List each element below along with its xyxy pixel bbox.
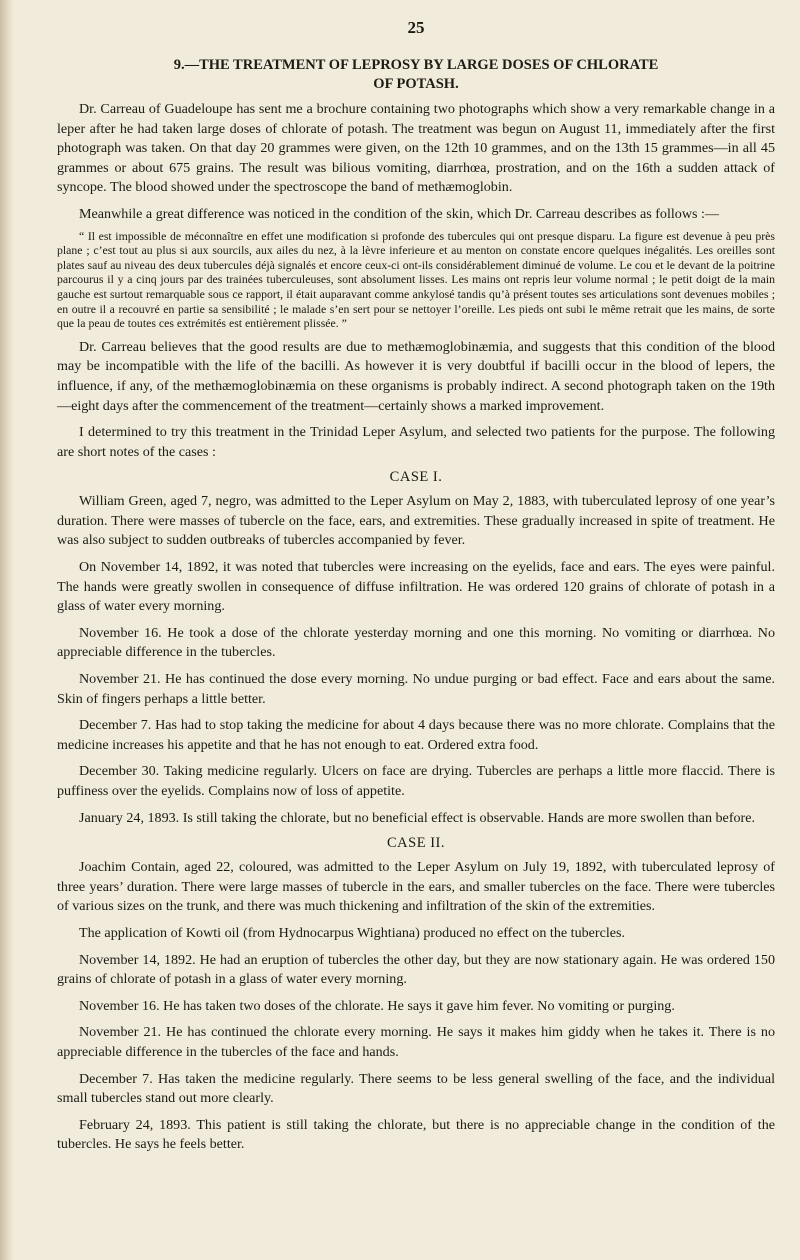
case-1-paragraph: December 30. Taking medicine regularly. Ulcers on face are drying. Tubercles are perhaps a little more flaccid. There is puffiness over the eyelids. Complains now of loss of appetite. [57,763,775,799]
paragraph-intro-2: Meanwhile a great difference was noticed in the condition of the skin, which Dr. Carreau describes as follows :— [79,205,720,222]
case-1-paragraph: November 21. He has continued the dose every morning. No undue purging or bad effect. Face and ears about the same. Skin of fingers perhaps a little better. [57,671,775,707]
paragraph-intro-1: Dr. Carreau of Guadeloupe has sent me a brochure containing two photographs which show a very remarkable change in a leper after he had taken large doses of chlorate of potash. The treatment was begun on August 11, immediately after the first photograph was taken. On that day 20 grammes were given, on the 12th 10 grammes, and on the 13th 15 grammes—in all 45 grammes or about 675 grains. The result was bilious vomiting, diarrhœa, prostration, and on the 16th a sudden attack of syncope. The blood showed under the spectroscope the band of methæmoglobin. [57,101,775,196]
case-2-paragraph: The application of Kowti oil (from Hydnocarpus Wightiana) produced no effect on the tubercles. [79,924,626,941]
french-quotation: “ Il est impossible de méconnaître en effet une modification si profonde des tubercules qui ont presque disparu. La figure est devenue à peu près plane ; c’est tout au plus si aux sourcils, aux ailes du nez, à la lèvre inferieure et au menton on constate encore quelques inégalités. Les oreilles sont plates sauf au niveau des deux tubercules déjà signalés et encore ceux-ci ont-ils considérablement diminué de volume. Le cou et le devant de la poitrine parcourus il y a cinq jours par des trainées tuberculeuses, sont absolument lisses. Les mains ont repris leur volume normal ; le petit doigt de la main gauche est surtout remarquable sous ce rapport, il était auparavant comme ankylosé tandis qu’à présent toutes ses articulations sont devenues mobiles ; en outre il a recouvré en partie sa sensibilité ; le malade s’en sert pour se nettoyer l’oreille. Les pieds ont subi le même retrait que les mains, de sorte que la peau de toutes ces extrémités est entièrement plissée. ” [57,228,775,331]
section-title-line-2: OF POTASH. [373,76,459,92]
case-2-paragraph: November 21. He has continued the chlorate every morning. He says it makes him giddy when he takes it. There is no appreciable difference in the tubercles of the face and hands. [57,1024,775,1060]
case-1-paragraph: November 16. He took a dose of the chlorate yesterday morning and one this morning. No vomiting or diarrhœa. No appreciable difference in the tubercles. [57,624,775,661]
document-page [57,18,775,1155]
case-1-paragraph: January 24, 1893. Is still taking the chlorate, but no beneficial effect is observable. Hands are more swollen than before. [79,809,756,826]
case-1-title: CASE I. [389,469,443,486]
section-title [57,56,775,94]
case-2-paragraph: December 7. Has taken the medicine regularly. There seems to be less general swelling of the face, and the individual small tubercles stand out more clearly. [57,1070,775,1107]
section-title-line-1: 9.—THE TREATMENT OF LEPROSY BY LARGE DOSES OF CHLORATE [173,57,659,73]
case-1-paragraph: William Green, aged 7, negro, was admitted to the Leper Asylum on May 2, 1883, with tuberculated leprosy of one year’s duration. There were masses of tubercle on the face, ears, and extremities. These gradually increased in spite of treatment. He was also subject to sudden outbreaks of tubercles accompanied by fever. [57,493,775,549]
page-number: 25 [407,18,425,37]
page-edge-shadow [0,0,14,1260]
paragraph-discussion-1: Dr. Carreau believes that the good results are due to methæmoglobinæmia, and suggests that this condition of the blood may be incompatible with the life of the bacilli. As however it is very doubtful if bacilli occur in the blood of lepers, the influence, if any, of the methæmoglobinæmia on these organisms is probably indirect. A second photograph taken on the 19th—eight days after the commencement of the treatment—certainly shows a marked improvement. [57,338,775,414]
case-1-paragraph: On November 14, 1892, it was noted that tubercles were increasing on the eyelids, face and ears. The eyes were painful. The hands were greatly swollen in consequence of diffuse infiltration. He was ordered 120 grains of chlorate of potash in a glass of water every morning. [57,559,775,615]
case-2-title: CASE II. [387,835,445,852]
case-2-paragraph: Joachim Contain, aged 22, coloured, was admitted to the Leper Asylum on July 19, 1892, with tuberculated leprosy of three years’ duration. There were large masses of tubercle in the ears, and smaller tubercles on the face. There were tubercles of various sizes on the trunk, and there was much thickening and infiltration of the skin of the extremities. [57,859,775,915]
case-2-paragraph: November 16. He has taken two doses of the chlorate. He says it gave him fever. No vomiting or purging. [79,997,675,1014]
case-2-paragraph: February 24, 1893. This patient is still taking the chlorate, but there is no appreciable change in the condition of the tubercles. He says he feels better. [57,1116,775,1153]
paragraph-discussion-2: I determined to try this treatment in the Trinidad Leper Asylum, and selected two patients for the purpose. The following are short notes of the cases : [57,424,775,460]
case-1-paragraph: December 7. Has had to stop taking the medicine for about 4 days because there was no more chlorate. Complains that the medicine increases his appetite and that he has not enough to eat. Ordered extra food. [57,717,775,753]
case-2-paragraph: November 14, 1892. He had an eruption of tubercles the other day, but they are now stationary again. He was ordered 150 grains of chlorate of potash in a glass of water every morning. [57,951,775,988]
